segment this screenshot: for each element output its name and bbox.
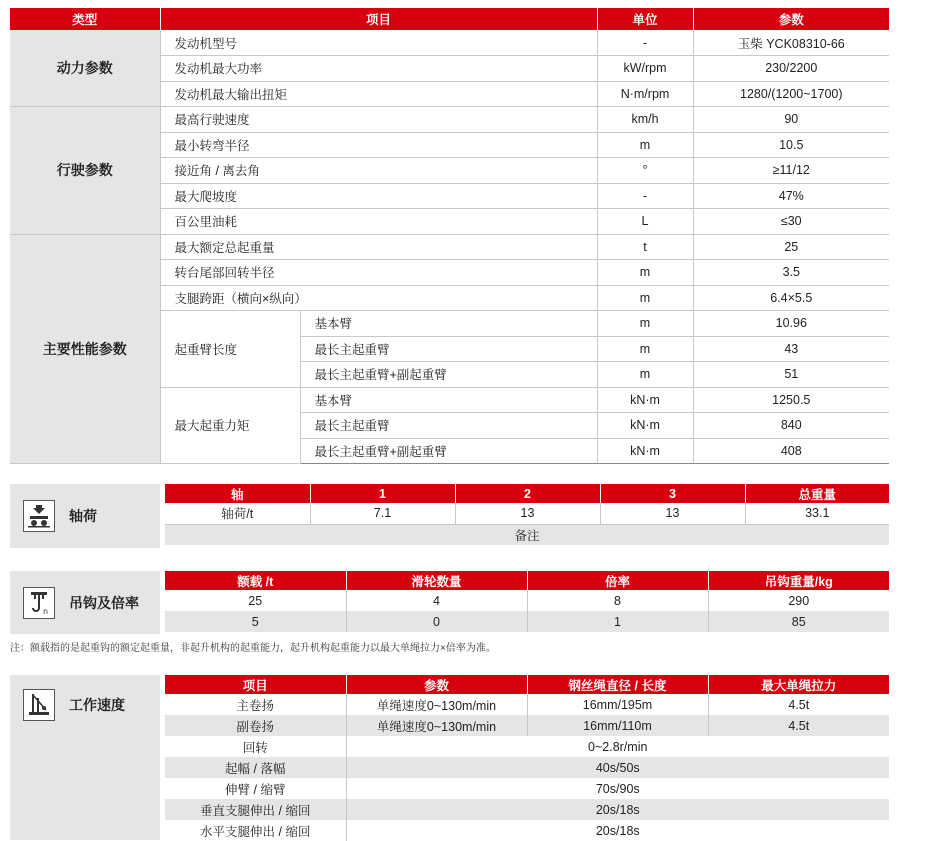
value-cell: 408 bbox=[693, 438, 889, 464]
item-label: 最小转弯半径 bbox=[160, 132, 597, 158]
sub-item-label: 基本臂 bbox=[300, 311, 597, 337]
unit-cell: - bbox=[597, 183, 693, 209]
header-cell: 额载 /t bbox=[165, 571, 346, 590]
cell: 40s/50s bbox=[346, 757, 889, 778]
table-row bbox=[165, 757, 889, 778]
unit-cell: m bbox=[597, 336, 693, 362]
cell: 8 bbox=[527, 590, 708, 611]
table-row bbox=[165, 799, 889, 820]
cell: 13 bbox=[455, 503, 600, 524]
header-unit: 单位 bbox=[597, 8, 693, 30]
header-cell: 轴 bbox=[165, 484, 310, 503]
hook-label: 吊钩及倍率 bbox=[69, 594, 139, 611]
cell: 副卷扬 bbox=[165, 715, 346, 736]
sub-item-label: 基本臂 bbox=[300, 387, 597, 413]
unit-cell: m bbox=[597, 285, 693, 311]
header-cell: 参数 bbox=[346, 675, 527, 694]
value-cell: 51 bbox=[693, 362, 889, 388]
sub-item-label: 最长主起重臂 bbox=[300, 413, 597, 439]
hook-table bbox=[165, 571, 889, 632]
item-label: 百公里油耗 bbox=[160, 209, 597, 235]
unit-cell: kN·m bbox=[597, 438, 693, 464]
cell: 20s/18s bbox=[346, 799, 889, 820]
value-cell: 1280/(1200~1700) bbox=[693, 81, 889, 107]
work-speed-table bbox=[165, 675, 889, 841]
sub-item-label: 最长主起重臂 bbox=[300, 336, 597, 362]
unit-cell: km/h bbox=[597, 107, 693, 133]
cell: 70s/90s bbox=[346, 778, 889, 799]
header-cell: 最大单绳拉力 bbox=[708, 675, 889, 694]
cell: 伸臂 / 缩臂 bbox=[165, 778, 346, 799]
cell: 25 bbox=[165, 590, 346, 611]
header-cell: 2 bbox=[455, 484, 600, 503]
table-row bbox=[165, 524, 889, 545]
item-label: 发动机最大输出扭矩 bbox=[160, 81, 597, 107]
value-cell: 6.4×5.5 bbox=[693, 285, 889, 311]
unit-cell: N·m/rpm bbox=[597, 81, 693, 107]
item-label: 转台尾部回转半径 bbox=[160, 260, 597, 286]
table-row bbox=[165, 736, 889, 757]
cell: 0~2.8r/min bbox=[346, 736, 889, 757]
value-cell: 10.96 bbox=[693, 311, 889, 337]
cell: 5 bbox=[165, 611, 346, 632]
header-cell: 3 bbox=[600, 484, 745, 503]
unit-cell: kW/rpm bbox=[597, 56, 693, 82]
hook-header-row bbox=[165, 571, 889, 590]
hook-section bbox=[10, 571, 889, 634]
unit-cell: L bbox=[597, 209, 693, 235]
unit-cell: t bbox=[597, 234, 693, 260]
header-cell: 滑轮数量 bbox=[346, 571, 527, 590]
value-cell: 3.5 bbox=[693, 260, 889, 286]
header-cell: 吊钩重量/kg bbox=[708, 571, 889, 590]
unit-cell: m bbox=[597, 260, 693, 286]
item-label: 最大额定总起重量 bbox=[160, 234, 597, 260]
cell: 起幅 / 落幅 bbox=[165, 757, 346, 778]
cell: 单绳速度0~130m/min bbox=[346, 694, 527, 715]
cell: 7.1 bbox=[310, 503, 455, 524]
value-cell: 10.5 bbox=[693, 132, 889, 158]
header-cell: 倍率 bbox=[527, 571, 708, 590]
table-row bbox=[165, 611, 889, 632]
spec-row bbox=[10, 234, 889, 260]
value-cell: 43 bbox=[693, 336, 889, 362]
header-value: 参数 bbox=[693, 8, 889, 30]
cell: 0 bbox=[346, 611, 527, 632]
cell: 16mm/110m bbox=[527, 715, 708, 736]
item-label: 最大爬坡度 bbox=[160, 183, 597, 209]
unit-cell: ° bbox=[597, 158, 693, 184]
spec-table bbox=[10, 8, 889, 464]
spec-row bbox=[10, 107, 889, 133]
cell: 20s/18s bbox=[346, 820, 889, 841]
header-cell: 钢丝绳直径 / 长度 bbox=[527, 675, 708, 694]
axle-header-row bbox=[165, 484, 889, 503]
value-cell: 1250.5 bbox=[693, 387, 889, 413]
header-cell: 项目 bbox=[165, 675, 346, 694]
work-speed-label: 工作速度 bbox=[69, 697, 125, 713]
table-row bbox=[165, 820, 889, 841]
item-label: 最高行驶速度 bbox=[160, 107, 597, 133]
unit-cell: kN·m bbox=[597, 387, 693, 413]
unit-cell: - bbox=[597, 30, 693, 56]
cell: 单绳速度0~130m/min bbox=[346, 715, 527, 736]
remark-cell: 备注 bbox=[165, 524, 889, 545]
spec-header-row bbox=[10, 8, 889, 30]
axle-load-label-panel bbox=[10, 484, 160, 548]
table-row bbox=[165, 503, 889, 524]
header-cell: 1 bbox=[310, 484, 455, 503]
cell: 290 bbox=[708, 590, 889, 611]
category-driving: 行驶参数 bbox=[10, 107, 160, 235]
category-power: 动力参数 bbox=[10, 30, 160, 107]
axle-load-section bbox=[10, 484, 889, 548]
svg-text:n: n bbox=[43, 606, 49, 616]
work-speed-label-panel bbox=[10, 675, 160, 735]
cell: 4.5t bbox=[708, 694, 889, 715]
cell: 主卷扬 bbox=[165, 694, 346, 715]
table-row bbox=[165, 590, 889, 611]
work-speed-panel-fill bbox=[10, 735, 160, 840]
category-performance: 主要性能参数 bbox=[10, 234, 160, 464]
value-cell: ≥11/12 bbox=[693, 158, 889, 184]
value-cell: 230/2200 bbox=[693, 56, 889, 82]
hook-icon bbox=[23, 587, 55, 619]
cell: 1 bbox=[527, 611, 708, 632]
cell: 水平支腿伸出 / 缩回 bbox=[165, 820, 346, 841]
cell: 4 bbox=[346, 590, 527, 611]
unit-cell: m bbox=[597, 362, 693, 388]
hook-label-panel bbox=[10, 571, 160, 634]
crane-boom-icon bbox=[23, 689, 55, 721]
cell: 13 bbox=[600, 503, 745, 524]
spec-row bbox=[10, 30, 889, 56]
table-row bbox=[165, 694, 889, 715]
value-cell: 47% bbox=[693, 183, 889, 209]
work-speed-section bbox=[10, 675, 889, 840]
axle-load-label: 轴荷 bbox=[69, 508, 97, 524]
unit-cell: m bbox=[597, 311, 693, 337]
item-label: 发动机最大功率 bbox=[160, 56, 597, 82]
axle-load-icon bbox=[23, 500, 55, 532]
sub-item-label: 最长主起重臂+副起重臂 bbox=[300, 362, 597, 388]
cell: 轴荷/t bbox=[165, 503, 310, 524]
table-row bbox=[165, 715, 889, 736]
header-type: 类型 bbox=[10, 8, 160, 30]
cell: 16mm/195m bbox=[527, 694, 708, 715]
speed-header-row bbox=[165, 675, 889, 694]
cell: 4.5t bbox=[708, 715, 889, 736]
unit-cell: kN·m bbox=[597, 413, 693, 439]
value-cell: 840 bbox=[693, 413, 889, 439]
value-cell: 25 bbox=[693, 234, 889, 260]
table-row bbox=[165, 778, 889, 799]
axle-load-table bbox=[165, 484, 889, 545]
header-cell: 总重量 bbox=[745, 484, 889, 503]
unit-cell: m bbox=[597, 132, 693, 158]
cell: 33.1 bbox=[745, 503, 889, 524]
item-label: 支腿跨距（横向×纵向） bbox=[160, 285, 597, 311]
item-label: 接近角 / 离去角 bbox=[160, 158, 597, 184]
header-item: 项目 bbox=[160, 8, 597, 30]
cell: 回转 bbox=[165, 736, 346, 757]
item-label-lifting-moment: 最大起重力矩 bbox=[160, 387, 300, 464]
item-label: 发动机型号 bbox=[160, 30, 597, 56]
footnote: 注：额载指的是起重钩的额定起重量，非起升机构的起重能力，起升机构起重能力以最大单绳拉力×倍率为准。 bbox=[10, 643, 496, 654]
sub-item-label: 最长主起重臂+副起重臂 bbox=[300, 438, 597, 464]
cell: 85 bbox=[708, 611, 889, 632]
cell: 垂直支腿伸出 / 缩回 bbox=[165, 799, 346, 820]
value-cell: 玉柴 YCK08310-66 bbox=[693, 30, 889, 56]
item-label-boom-length: 起重臂长度 bbox=[160, 311, 300, 388]
value-cell: 90 bbox=[693, 107, 889, 133]
value-cell: ≤30 bbox=[693, 209, 889, 235]
